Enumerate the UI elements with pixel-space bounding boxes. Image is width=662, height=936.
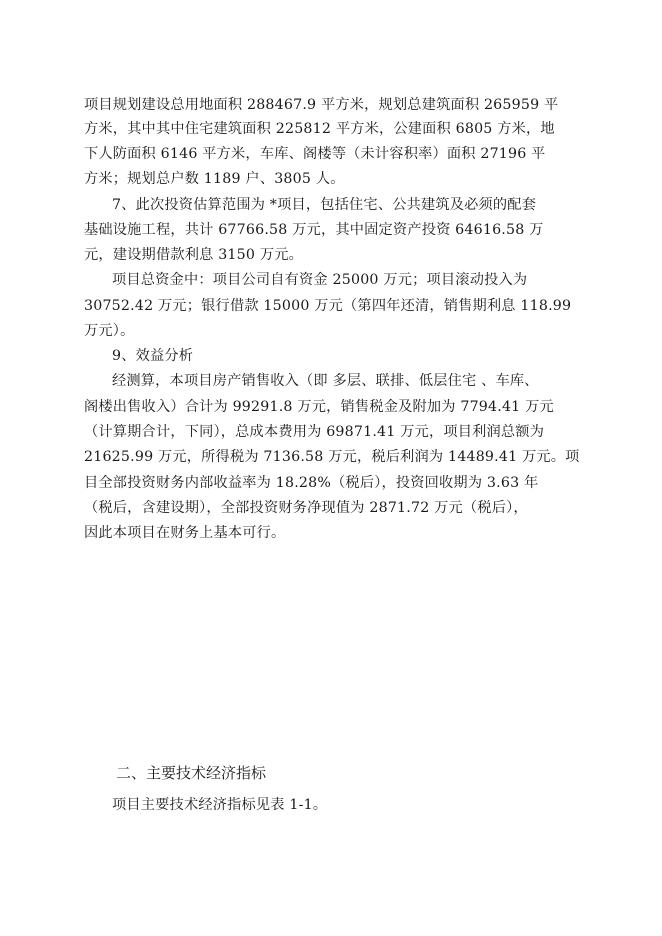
section-heading: 二、主要技术经济指标 <box>116 764 267 782</box>
paragraph-line: （税后，含建设期），全部投资财务净现值为 2871.72 万元（税后）， <box>84 500 528 516</box>
paragraph-line: 30752.42 万元；银行借款 15000 万元（第四年还清，销售期利息 118.99 <box>84 298 572 314</box>
section-subheading: 9、效益分析 <box>112 348 194 364</box>
section-intro: 项目主要技术经济指标见表 1-1。 <box>112 797 328 813</box>
paragraph-line: 下人防面积 6146 平方米，车库、阁楼等（未计容积率）面积 27196 平 <box>84 146 546 162</box>
paragraph-line: 阁楼出售收入）合计为 99291.8 万元，销售税金及附加为 7794.41 万元 <box>84 399 554 415</box>
paragraph-line: 项目规划建设总用地面积 288467.9 平方米，规划总建筑面积 265959 平 <box>84 97 559 113</box>
paragraph-line: 项目总资金中：项目公司自有资金 25000 万元；项目滚动投入为 <box>112 272 528 288</box>
paragraph-line: （计算期合计，下同），总成本费用为 69871.41 万元，项目利润总额为 <box>84 424 545 440</box>
paragraph-line: 7、此次投资估算范围为 *项目，包括住宅、公共建筑及必须的配套 <box>112 197 537 213</box>
paragraph-line: 方米；规划总户数 1189 户、3805 人。 <box>84 171 345 187</box>
paragraph-line: 21625.99 万元，所得税为 7136.58 万元，税后利润为 14489.41 万元。项 <box>84 449 580 465</box>
paragraph-line: 万元）。 <box>84 323 135 339</box>
paragraph-line: 方米，其中其中住宅建筑面积 225812 平方米，公建面积 6805 方米，地 <box>84 121 555 137</box>
paragraph-line: 因此本项目在财务上基本可行。 <box>84 525 286 541</box>
paragraph-line: 目全部投资财务内部收益率为 18.28%（税后），投资回收期为 3.63 年 <box>84 475 539 491</box>
paragraph-line: 元，建设期借款利息 3150 万元。 <box>84 247 303 263</box>
paragraph-line: 基础设施工程，共计 67766.58 万元，其中固定资产投资 64616.58 万 <box>84 222 544 238</box>
paragraph-line: 经测算，本项目房产销售收入（即 多层、联排、低层住宅 、车库、 <box>112 373 539 389</box>
